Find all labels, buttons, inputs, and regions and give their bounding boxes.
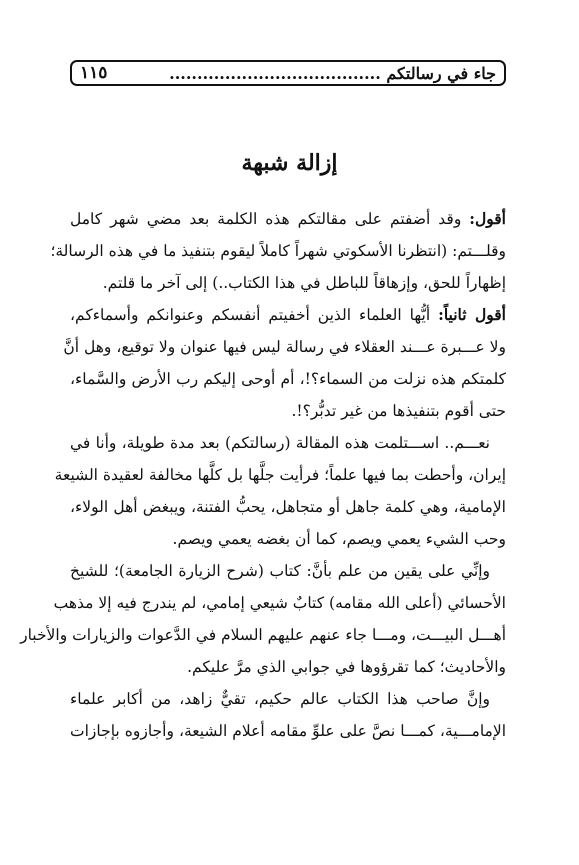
- text-line: وقلـــتم: (انتظرنا الأسكوتي شهراً كاملاً ليقوم بتنفيذ ما في هذه الرسالة؛: [50, 242, 506, 260]
- text-line: الإمامية، وهي كلمة جاهل أو متجاهل، يحبُّ الفتنة، ويبغض أهل الولاء،: [70, 498, 506, 516]
- body-text: [20, 203, 506, 747]
- text-line: ولا عـــبرة عـــند العقلاء في رسالة ليس فيها عنوان ولا توقيع، وهل أنَّ: [63, 338, 506, 356]
- page-number: ١١٥: [80, 63, 108, 83]
- paragraph-lead: أقول:: [469, 209, 506, 228]
- text-line: أهـــل البيـــت، ومـــا جاء عنهم عليهم السلام في الدَّعوات والزيارات والأخبار: [20, 626, 506, 644]
- text-line: كلمتكم هذه نزلت من السماء؟!، أم أوحى إليكم رب الأرض والسَّماء،: [70, 370, 506, 388]
- paragraph: [70, 683, 506, 747]
- text-line: أقول: وقد أضفتم على مقالتكم هذه الكلمة بعد مضي شهر كامل: [70, 209, 506, 228]
- section-title: إزالة شبهة: [241, 150, 338, 176]
- text-line: والأحاديث؛ كما تقرؤوها في جوابي الذي مرَّ عليكم.: [187, 658, 506, 676]
- text-line: وحب الشيء يعمي ويصم، كما أن بغضه يعمي ويصم.: [172, 530, 506, 548]
- paragraph-lead: أقول ثانياً:: [438, 305, 506, 324]
- running-title: جاء في رسالتكم ......................................: [169, 63, 496, 83]
- paragraph: [20, 555, 506, 683]
- text-line: أقول ثانياً: أيُّها العلماء الذين أخفيتم أنفسكم وعنوانكم وأسماءكم،: [70, 305, 506, 324]
- text-line: الأحسائي (أعلى الله مقامه) كتابٌ شيعي إمامي، لم يندرج فيه إلا مذهب: [53, 594, 506, 612]
- paragraph: [63, 299, 506, 427]
- text-line: الإمامـــية، كمـــا نصَّ على علوِّ مقامه أعلام الشيعة، وأجازوه بإجازات: [70, 722, 506, 740]
- paragraph: [50, 203, 506, 299]
- paragraph: [54, 427, 506, 555]
- text-line: إظهاراً للحق، وإزهاقاً للباطل في هذا الكتاب..) إلى آخر ما قلتم.: [102, 274, 506, 292]
- text-line: إيران، وأحطت بما فيها علماً؛ فرأيت جلَّها بل كلَّها مخالفة لعقيدة الشيعة: [54, 466, 506, 484]
- text-line: وإنِّي على يقين من علم بأنَّ: كتاب (شرح الزيارة الجامعة)؛ للشيخ: [70, 562, 490, 580]
- text-line: وإنَّ صاحب هذا الكتاب عالم حكيم، تقيٌّ زاهد، من أكابر علماء: [70, 690, 490, 708]
- page-header: [70, 60, 506, 86]
- text-line: نعـــم.. اســـتلمت هذه المقالة (رسالتكم) بعد مدة طويلة، وأنا في: [70, 434, 490, 452]
- text-line: حتى أقوم بتنفيذها من غير تدبُّر؟!.: [291, 402, 506, 420]
